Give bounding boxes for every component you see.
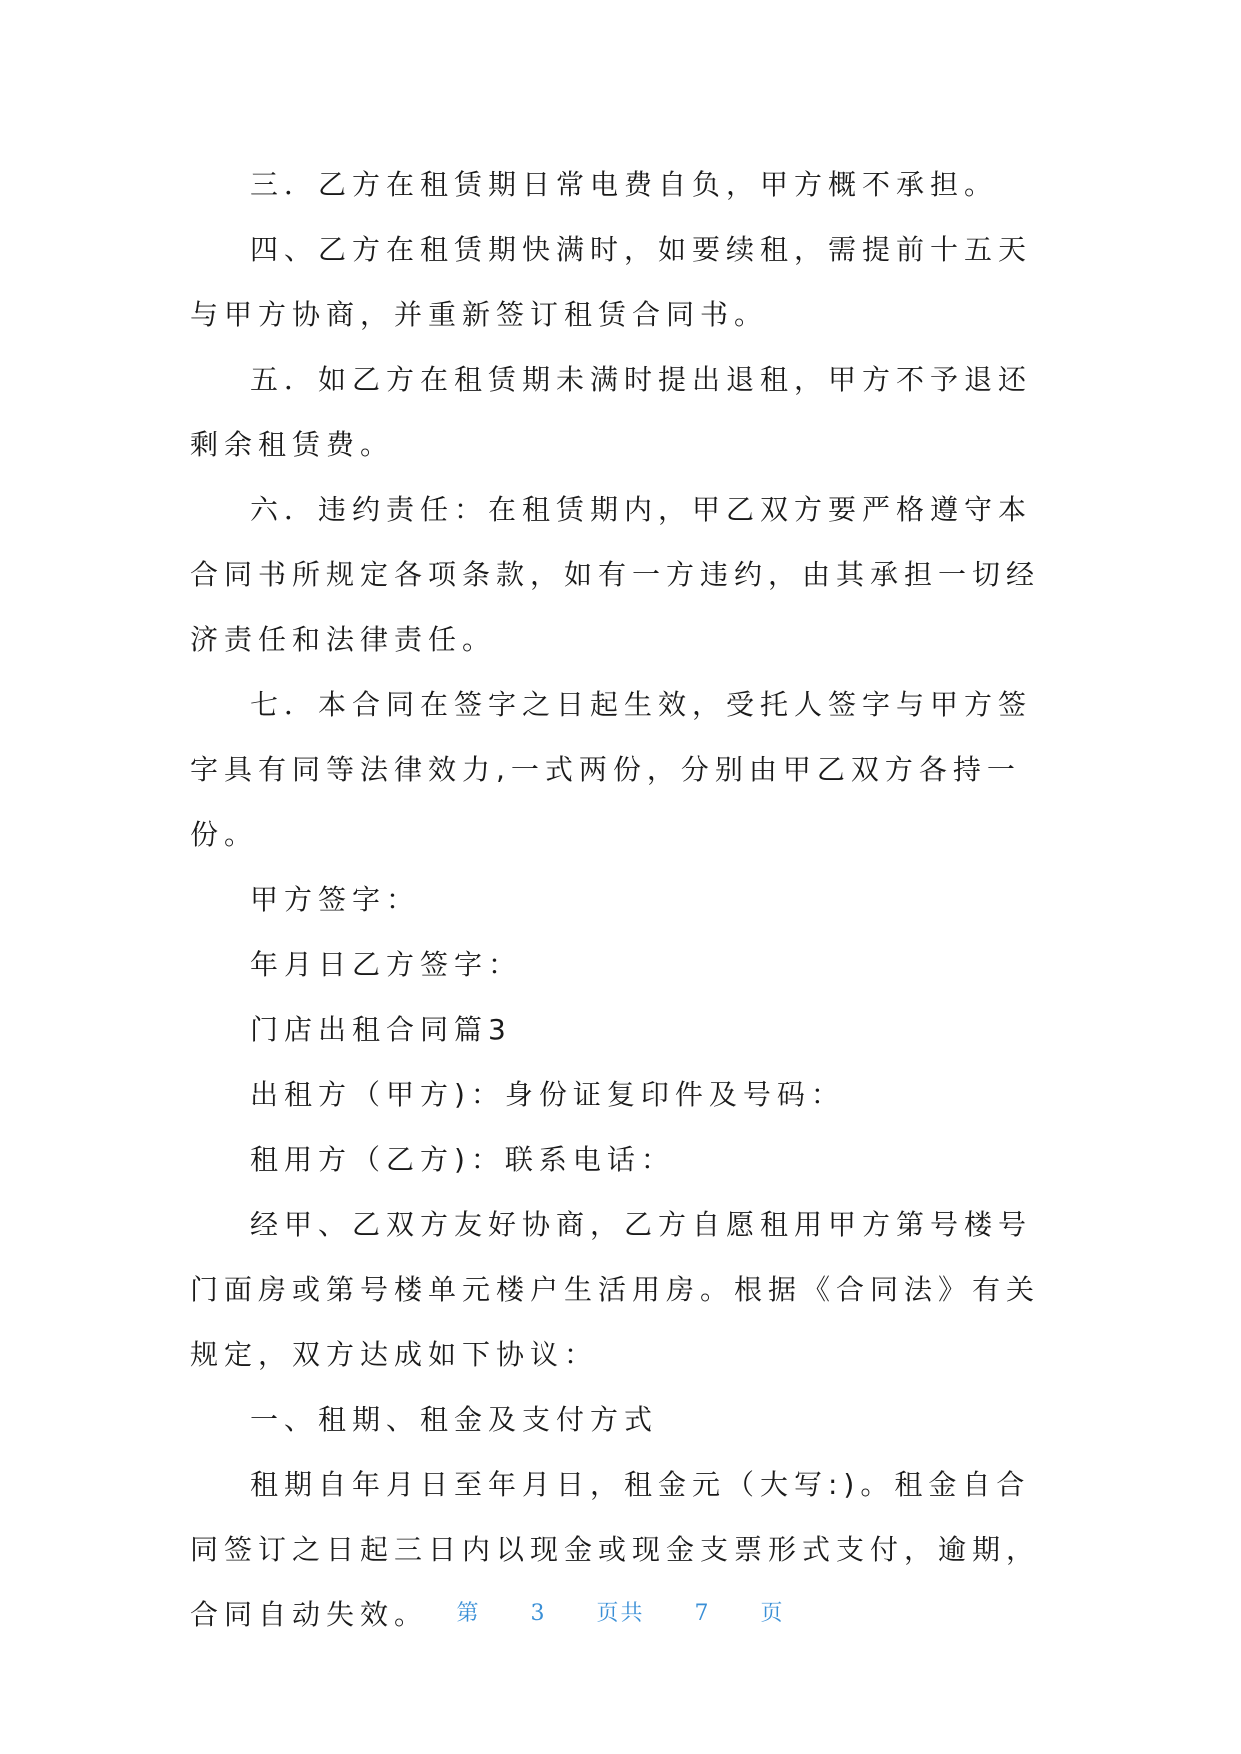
paragraph-clause-5: 五．如乙方在租赁期未满时提出退租，甲方不予退还剩余租赁费。: [190, 363, 1033, 461]
heading-term-rent-payment: 一、租期、租金及支付方式: [250, 1403, 659, 1436]
paragraph-clause-6: 六．违约责任：在租赁期内，甲乙双方要严格遵守本合同书所规定各项条款，如有一方违约，由其承担一切经济责任和法律责任。: [190, 493, 1041, 656]
lessee-line: 租用方（乙方)：联系电话：: [250, 1143, 675, 1176]
page-footer: [0, 1596, 1241, 1627]
paragraph-clause-4: 四、乙方在租赁期快满时，如要续租，需提前十五天与甲方协商，并重新签订租赁合同书。: [190, 233, 1033, 331]
current-page-number: 3: [530, 1601, 547, 1626]
paragraph-clause-7: 七．本合同在签字之日起生效，受托人签字与甲方签字具有同等法律效力,一式两份，分别由甲乙双方各持一份。: [190, 688, 1033, 851]
paragraph-clause-3: 三．乙方在租赁期日常电费自负，甲方概不承担。: [250, 168, 999, 201]
footer-prefix: 第: [456, 1601, 481, 1626]
paragraph-term-rent: 租期自年月日至年月日，租金元（大写:)。租金自合同签订之日起三日内以现金或现金支票形式支付，逾期，合同自动失效。: [190, 1468, 1041, 1631]
section-title: 门店出租合同篇3: [250, 1013, 512, 1046]
footer-middle: 页共: [596, 1601, 645, 1626]
footer-suffix: 页: [760, 1601, 785, 1626]
total-pages-number: 7: [694, 1601, 711, 1626]
document-body: [190, 152, 1040, 1647]
party-a-signature-line: 甲方签字：: [250, 883, 421, 916]
date-party-b-signature-line: 年月日乙方签字：: [250, 948, 523, 981]
lessor-line: 出租方（甲方)：身份证复印件及号码：: [250, 1078, 845, 1111]
agreement-intro: 经甲、乙双方友好协商，乙方自愿租用甲方第号楼号门面房或第号楼单元楼户生活用房。根据《合同法》有关规定，双方达成如下协议：: [190, 1208, 1041, 1371]
